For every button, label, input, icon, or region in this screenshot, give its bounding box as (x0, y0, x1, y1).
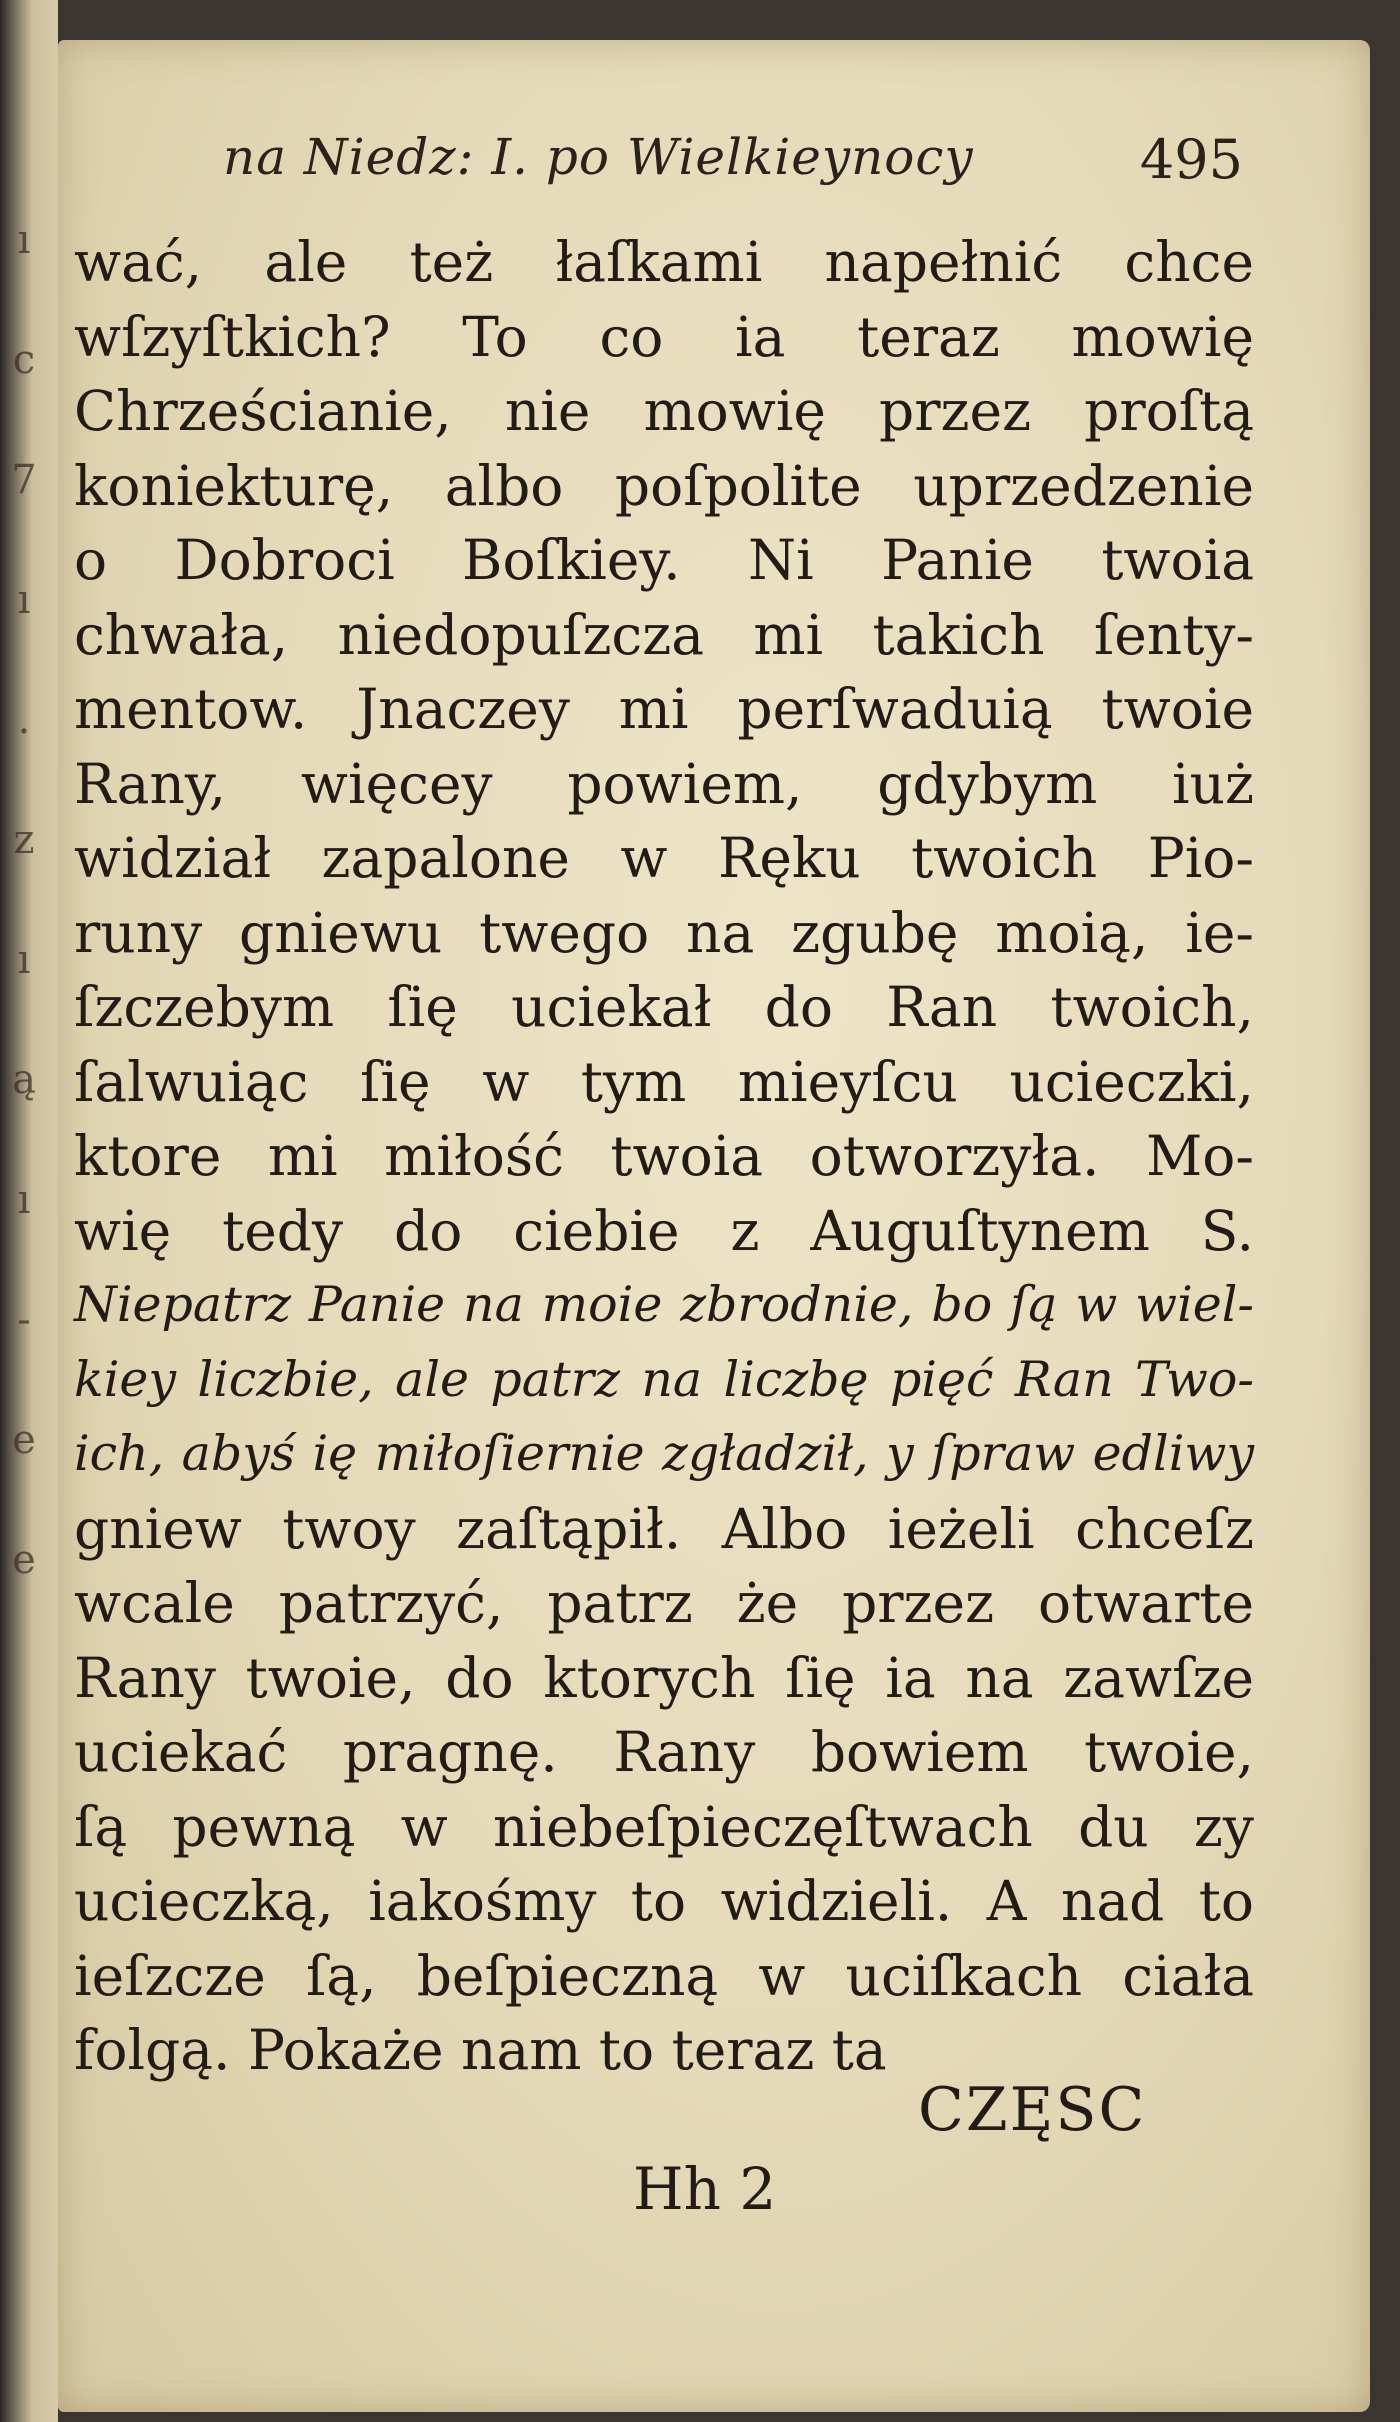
text-line: ſalwuiąc ſię w tym mieyſcu ucieczki, (74, 1049, 1254, 1114)
text-line: wcale patrzyć, patrz że przez otwarte (74, 1571, 1254, 1635)
page-number: 495 (1139, 128, 1243, 191)
body-text (74, 225, 1254, 2088)
catchword: CZĘSC (918, 2075, 1147, 2145)
text-line: ktore mi miłość twoia otworzyła. Mo- (74, 1124, 1254, 1188)
text-line: Chrześcianie, nie mowię przez proſtą (74, 379, 1254, 443)
text-line: wię tedy do ciebie z Auguſtynem S. (74, 1198, 1254, 1263)
text-line: ſzczebym ſię uciekał do Ran twoich, (74, 975, 1254, 1039)
text-line: ich, abyś ię miłoſiernie zgładził, y ſpraw edliwy (74, 1425, 1254, 1482)
text-line: ieſzcze ſą, beſpieczną w uciſkach ciała (74, 1943, 1254, 2008)
text-line: wſzyſtkich? To co ia teraz mowię (74, 304, 1254, 369)
running-head-title: na Niedz: I. po Wielkieynocy (223, 128, 974, 186)
text-line: mentow. Jnaczey mi perſwaduią twoie (74, 677, 1254, 741)
text-line: runy gniewu twego na zgubę moią, ie- (74, 900, 1254, 965)
text-line: o Dobroci Boſkiey. Ni Panie twoia (74, 528, 1254, 592)
text-line: koniekturę, albo poſpolite uprzedzenie (74, 453, 1254, 518)
running-head (223, 128, 1243, 218)
text-line: kiey liczbie, ale patrz na liczbę pięć Ran Two- (74, 1350, 1254, 1408)
text-line: gniew twoy zaſtąpił. Albo ieżeli chceſz (74, 1496, 1254, 1561)
text-line: folgą. Pokaże nam to teraz ta (74, 2018, 887, 2082)
text-line: Niepatrz Panie na moie zbrodnie, bo ſą w wiel- (74, 1276, 1254, 1333)
book-page (58, 40, 1370, 2412)
text-line: ucieczką, iakośmy to widzieli. A nad to (74, 1869, 1254, 1933)
text-line: Rany twoie, do ktorych ſię ia na zawſze (74, 1645, 1254, 1710)
text-line: uciekać pragnę. Rany bowiem twoie, (74, 1720, 1254, 1784)
adjacent-page-fragments: ı c 7 ı . z ı ą ı - e e (11, 217, 37, 1583)
text-line: widział zapalone w Ręku twoich Pio- (74, 826, 1254, 890)
text-line: Rany, więcey powiem, gdybym iuż (74, 751, 1254, 816)
text-line: ſą pewną w niebeſpieczęſtwach du zy (74, 1794, 1254, 1859)
binding-edge (0, 0, 58, 2422)
signature-mark: Hh 2 (633, 2155, 777, 2223)
text-line: wać, ale też łaſkami napełnić chce (74, 230, 1254, 294)
text-line: chwała, niedopuſzcza mi takich ſenty- (74, 602, 1254, 667)
